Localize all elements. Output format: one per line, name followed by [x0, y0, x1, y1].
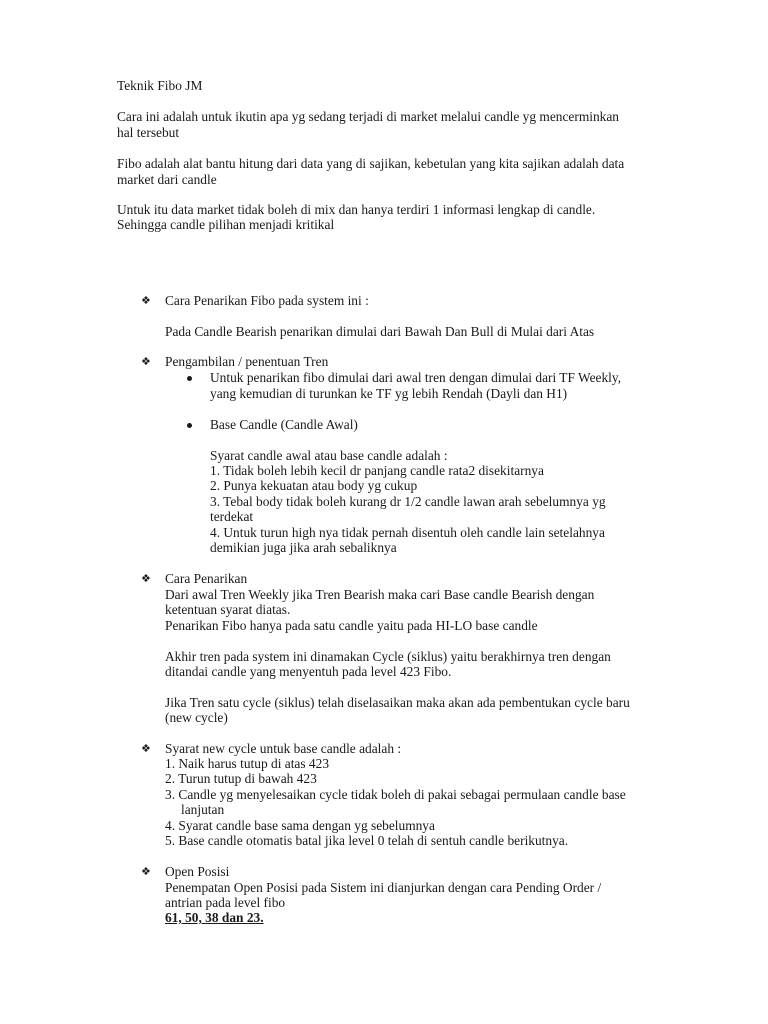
section-3-line: Dari awal Tren Weekly jika Tren Bearish maka cari Base candle Bearish dengan — [165, 587, 595, 602]
section-5-bullet-icon: ❖ — [141, 865, 151, 878]
section-3-bullet-icon: ❖ — [141, 572, 151, 585]
section-3-line: Penarikan Fibo hanya pada satu candle yaitu pada HI-LO base candle — [165, 618, 538, 633]
syarat-item: 4. Untuk turun high nya tidak pernah disentuh oleh candle lain setelahnya — [210, 525, 605, 540]
document-title: Teknik Fibo JM — [117, 78, 203, 93]
section-3-line: Akhir tren pada system ini dinamakan Cycle (siklus) yaitu berakhirnya tren dengan — [165, 649, 611, 664]
syarat-item: 2. Punya kekuatan atau body yg cukup — [210, 478, 418, 493]
section-2-sub-1-line-2: yang kemudian di turunkan ke TF yg lebih Rendah (Dayli dan H1) — [210, 386, 568, 401]
intro-paragraph-1-line-2: hal tersebut — [117, 125, 180, 140]
intro-paragraph-2-line-1: Fibo adalah alat bantu hitung dari data yang di sajikan, kebetulan yang kita sajikan adalah data — [117, 156, 625, 171]
sub-bullet-2-dot-icon — [187, 423, 192, 428]
intro-paragraph-3-line-2: Sehingga candle pilihan menjadi kritikal — [117, 217, 335, 232]
section-4-item: 2. Turun tutup di bawah 423 — [165, 771, 317, 786]
sub-bullet-1-dot-icon — [187, 376, 192, 381]
syarat-item: terdekat — [210, 509, 254, 524]
intro-paragraph-3-line-1: Untuk itu data market tidak boleh di mix dan hanya terdiri 1 informasi lengkap di candle. — [117, 202, 596, 217]
section-3-line: (new cycle) — [165, 710, 228, 725]
fibo-levels: 61, 50, 38 dan 23. — [165, 910, 264, 925]
section-4-item: 3. Candle yg menyelesaikan cycle tidak boleh di pakai sebagai permulaan candle base — [165, 787, 626, 802]
section-1-heading: Cara Penarikan Fibo pada system ini : — [165, 293, 369, 308]
section-3-heading: Cara Penarikan — [165, 571, 248, 586]
section-4-item: 5. Base candle otomatis batal jika level 0 telah di sentuh candle berikutnya. — [165, 833, 569, 848]
section-4-item: 4. Syarat candle base sama dengan yg sebelumnya — [165, 818, 435, 833]
section-5-heading: Open Posisi — [165, 864, 230, 879]
section-2-heading: Pengambilan / penentuan Tren — [165, 354, 329, 369]
section-5-line-2: antrian pada level fibo — [165, 895, 286, 910]
section-3-line: Jika Tren satu cycle (siklus) telah diselasaikan maka akan ada pembentukan cycle baru — [165, 695, 630, 710]
syarat-intro: Syarat candle awal atau base candle adalah : — [210, 448, 448, 463]
syarat-item: 3. Tebal body tidak boleh kurang dr 1/2 candle lawan arah sebelumnya yg — [210, 494, 606, 509]
section-1-bullet-icon: ❖ — [141, 294, 151, 307]
section-4-heading: Syarat new cycle untuk base candle adalah : — [165, 741, 402, 756]
intro-paragraph-2-line-2: market dari candle — [117, 172, 217, 187]
section-2-sub-1-line-1: Untuk penarikan fibo dimulai dari awal tren dengan dimulai dari TF Weekly, — [210, 370, 622, 385]
syarat-item: demikian juga jika arah sebaliknya — [210, 540, 397, 555]
section-3-line: ditandai candle yang menyentuh pada level 423 Fibo. — [165, 664, 452, 679]
section-4-item: lanjutan — [181, 802, 225, 817]
section-4-item: 1. Naik harus tutup di atas 423 — [165, 756, 330, 771]
section-1-body: Pada Candle Bearish penarikan dimulai dari Bawah Dan Bull di Mulai dari Atas — [165, 324, 595, 339]
section-4-bullet-icon: ❖ — [141, 742, 151, 755]
section-3-line: ketentuan syarat diatas. — [165, 602, 291, 617]
section-2-sub-2: Base Candle (Candle Awal) — [210, 417, 358, 432]
syarat-item: 1. Tidak boleh lebih kecil dr panjang candle rata2 disekitarnya — [210, 463, 544, 478]
section-2-bullet-icon: ❖ — [141, 355, 151, 368]
intro-paragraph-1-line-1: Cara ini adalah untuk ikutin apa yg sedang terjadi di market melalui candle yg mencerminkan — [117, 109, 619, 124]
section-5-line-1: Penempatan Open Posisi pada Sistem ini dianjurkan dengan cara Pending Order / — [165, 880, 602, 895]
